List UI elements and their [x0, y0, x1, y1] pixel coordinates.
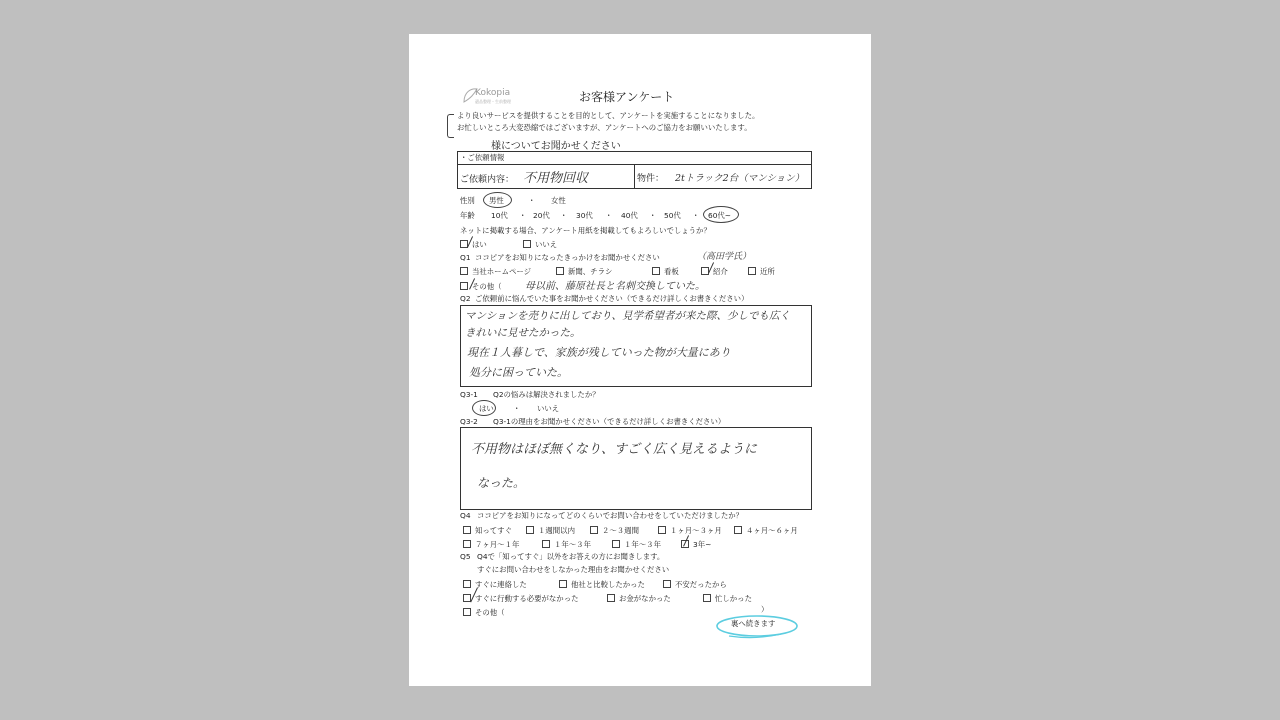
intro-line-1: より良いサービスを提供することを目的として、アンケートを実施することになりました。 [457, 111, 760, 120]
q4-option-label: １年～３年 [554, 540, 591, 549]
q5-option-label: すぐに行動する必要がなかった [475, 594, 579, 603]
ask-heading: 様についてお聞かせください [491, 141, 621, 152]
q4-option-label: １ヶ月～３ヶ月 [670, 526, 722, 535]
age-selected-mark [703, 206, 739, 223]
age-sep: ・ [692, 211, 700, 220]
net-no-option[interactable] [523, 240, 557, 248]
q5-option-label: すぐに連絡した [475, 580, 527, 589]
net-no-label: いいえ [535, 240, 558, 249]
age-60s[interactable]: 60代~ [708, 211, 731, 220]
gender-sep: ・ [528, 196, 536, 205]
q2-label: Q2 [460, 294, 471, 303]
q4-option[interactable] [526, 526, 575, 534]
age-sep: ・ [605, 211, 613, 220]
q4-option[interactable] [542, 540, 591, 548]
property-value: 2tトラック2台（マンション） [675, 173, 805, 184]
age-20s[interactable]: 20代 [533, 211, 550, 220]
property-label: 物件： [637, 174, 665, 184]
logo-subtitle: 遺品整理・生前整理 [475, 99, 511, 104]
bracket-decoration [447, 114, 454, 138]
age-sep: ・ [560, 211, 568, 220]
q4-checkbox[interactable] [526, 526, 534, 534]
q1-sign-checkbox[interactable] [652, 267, 660, 275]
q2-answer-line: マンションを売りに出しており、見学希望者が来た際、少しでも広く [465, 310, 791, 322]
q3-2-answer-line: なった。 [477, 476, 526, 490]
q4-option[interactable] [463, 540, 519, 548]
q4-checkbox[interactable] [542, 540, 550, 548]
request-content-value: 不用物回収 [523, 171, 589, 186]
q5-other-label: その他（ [475, 608, 505, 617]
q5-other-checkbox[interactable] [463, 608, 471, 616]
q5-label: Q5 [460, 552, 471, 561]
request-content-label: ご依頼内容： [460, 175, 515, 185]
q4-option-label: １年～３年 [624, 540, 661, 549]
q2-answer-line: 現在１人暮しで、家族が残していった物が大量にあり [467, 346, 731, 359]
q4-option-label: 知ってすぐ [475, 526, 512, 535]
q3-2-label: Q3-2 [460, 417, 478, 426]
q4-option[interactable] [590, 526, 639, 534]
q1-homepage-checkbox[interactable] [460, 267, 468, 275]
q5-option-label: 忙しかった [715, 594, 752, 603]
q1-option-label: 紹介 [713, 267, 728, 276]
q4-checkbox[interactable] [612, 540, 620, 548]
q1-other-label: その他（ [472, 282, 502, 291]
q5-option-label: お金がなかった [619, 594, 671, 603]
q4-option-label: ７ヶ月～１年 [475, 540, 520, 549]
age-sep: ・ [649, 211, 657, 220]
q1-handwritten-note: （高田学氏） [697, 252, 752, 262]
q1-option-neighbor[interactable] [748, 267, 775, 275]
gender-label: 性別 [460, 196, 475, 205]
logo-text: Kokopia [475, 88, 511, 98]
q4-checkbox[interactable] [734, 526, 742, 534]
q2-answer-line: 処分に困っていた。 [469, 366, 568, 379]
q4-checkbox[interactable] [590, 526, 598, 534]
q4-checkbox[interactable] [658, 526, 666, 534]
q4-option[interactable] [463, 526, 512, 534]
q4-option-label: ４ヶ月～６ヶ月 [746, 526, 798, 535]
q5-checkbox[interactable] [663, 580, 671, 588]
intro-line-2: お忙しいところ大変恐縮ではございますが、アンケートへのご協力をお願いいたします。 [457, 123, 752, 132]
q4-label: Q4 [460, 511, 471, 520]
q4-option[interactable] [734, 526, 798, 534]
request-section-label: ・ご依頼情報 [460, 153, 505, 162]
q4-option-label: １週間以内 [538, 526, 575, 535]
q5-option[interactable] [663, 580, 727, 588]
q5-option[interactable] [559, 580, 645, 588]
q5-close-paren: ） [761, 605, 769, 614]
q1-option-sign[interactable] [652, 267, 679, 275]
gender-female[interactable]: 女性 [551, 196, 566, 205]
q5-option-label: 不安だったから [675, 580, 727, 589]
q1-option-homepage[interactable] [460, 267, 531, 275]
q1-option-label: 新聞、チラシ [568, 267, 613, 276]
age-40s[interactable]: 40代 [621, 211, 638, 220]
age-50s[interactable]: 50代 [664, 211, 681, 220]
q5-option[interactable] [607, 594, 671, 602]
gender-male[interactable]: 男性 [489, 196, 504, 205]
q5-checkbox[interactable] [559, 580, 567, 588]
age-10s[interactable]: 10代 [491, 211, 508, 220]
q3-1-question: Q2の悩みは解決されましたか？ [493, 390, 600, 399]
q5-option[interactable] [463, 594, 578, 602]
survey-sheet [409, 34, 871, 686]
q1-newspaper-checkbox[interactable] [556, 267, 564, 275]
q3-1-sep: ・ [513, 404, 521, 413]
q3-1-selected-mark [472, 400, 496, 416]
net-yes-label: はい [472, 240, 487, 249]
net-no-checkbox[interactable] [523, 240, 531, 248]
age-label: 年齢 [460, 211, 475, 220]
q5-question: Q4で「知ってすぐ」以外をお答えの方にお聞きします。 [477, 552, 665, 561]
q4-checkbox[interactable] [463, 526, 471, 534]
q3-2-answer-line: 不用物はほぼ無くなり、すごく広く見えるように [471, 442, 758, 457]
q5-option-label: 他社と比較したかった [571, 580, 645, 589]
q1-option-label: 近所 [760, 267, 775, 276]
q3-1-label: Q3-1 [460, 390, 478, 399]
q4-option[interactable] [658, 526, 722, 534]
q3-2-question: Q3-1の理由をお聞かせください（できるだけ詳しくお書きください） [493, 417, 726, 426]
age-30s[interactable]: 30代 [576, 211, 593, 220]
age-sep: ・ [519, 211, 527, 220]
q1-option-label: 当社ホームページ [472, 267, 531, 276]
page-title: お客様アンケート [579, 90, 675, 104]
q1-question: ココピアをお知りになったきっかけをお聞かせください [475, 253, 660, 262]
q4-question: ココピアをお知りになってどのくらいでお問い合わせをしていただけましたか？ [477, 511, 744, 520]
q5-subquestion: すぐにお問い合わせをしなかった理由をお聞かせください [477, 565, 670, 574]
q3-1-no[interactable]: いいえ [537, 404, 560, 413]
q4-option-label: 3年~ [693, 540, 712, 549]
q2-answer-line: きれいに見せたかった。 [465, 327, 581, 339]
q5-checkbox[interactable] [607, 594, 615, 602]
q1-other-value: 母以前、藤原社長と名刺交換していた。 [525, 281, 705, 292]
q3-1-yes[interactable]: はい [479, 404, 494, 413]
q1-option-newspaper[interactable] [556, 267, 612, 275]
q1-option-label: 看板 [664, 267, 679, 276]
q4-checkbox[interactable] [463, 540, 471, 548]
q4-option[interactable] [612, 540, 661, 548]
q5-option-other[interactable] [463, 608, 505, 616]
net-question: ネットに掲載する場合、アンケート用紙を掲載してもよろしいでしょうか？ [460, 226, 711, 235]
q4-option-label: ２～３週間 [602, 526, 639, 535]
q2-question: ご依頼前に悩んでいた事をお聞かせください（できるだけ詳しくお書きください） [475, 294, 749, 303]
q1-neighbor-checkbox[interactable] [748, 267, 756, 275]
q5-checkbox[interactable] [703, 594, 711, 602]
q1-label: Q1 [460, 253, 471, 262]
q5-option[interactable] [703, 594, 752, 602]
gender-selected-mark [483, 192, 512, 208]
continue-on-back-label: 裏へ続きます [731, 619, 776, 628]
